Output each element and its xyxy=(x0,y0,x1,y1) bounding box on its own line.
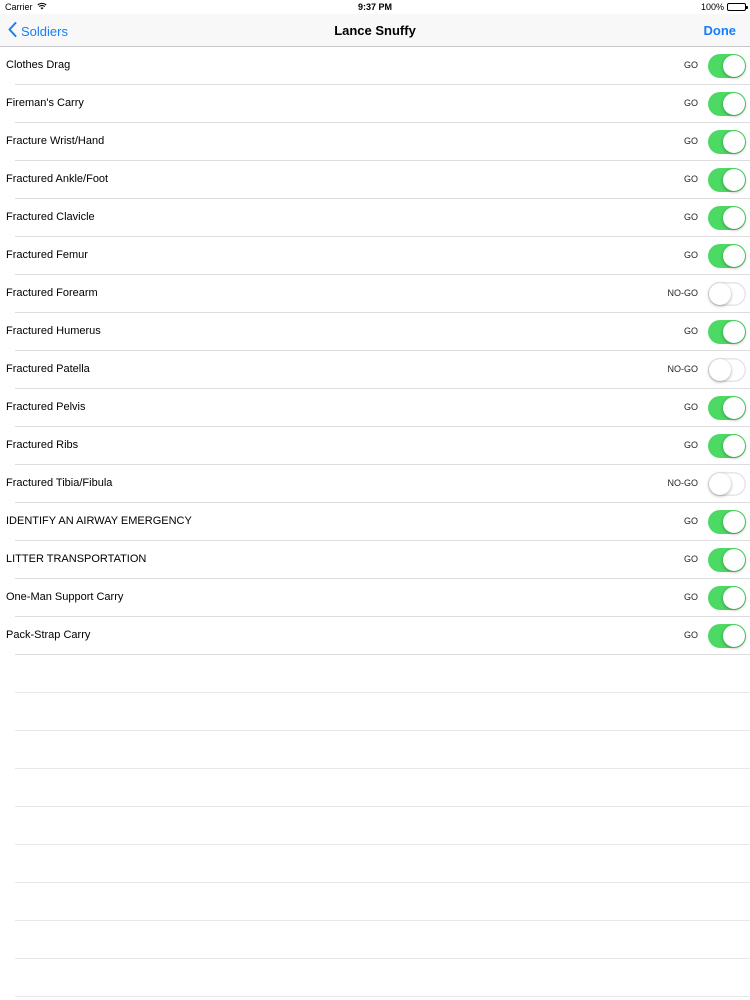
toggle-knob xyxy=(723,93,745,115)
task-toggle[interactable] xyxy=(708,358,746,382)
toggle-knob xyxy=(723,587,745,609)
empty-row xyxy=(0,731,750,769)
task-label: Clothes Drag xyxy=(6,59,71,71)
page-title: Lance Snuffy xyxy=(334,23,416,38)
task-toggle[interactable] xyxy=(708,548,746,572)
task-status: GO xyxy=(683,250,698,260)
task-status: GO xyxy=(683,136,698,146)
task-label: Fireman's Carry xyxy=(6,97,84,109)
task-toggle[interactable] xyxy=(708,586,746,610)
task-row xyxy=(0,503,750,541)
toggle-knob xyxy=(723,549,745,571)
battery-icon xyxy=(727,3,746,11)
task-label: Fractured Clavicle xyxy=(6,211,95,223)
status-bar xyxy=(0,0,750,14)
task-label: LITTER TRANSPORTATION xyxy=(6,553,147,565)
toggle-knob xyxy=(723,169,745,191)
task-row xyxy=(0,617,750,655)
task-status: GO xyxy=(683,554,698,564)
task-status: GO xyxy=(683,630,698,640)
task-label: Fractured Ankle/Foot xyxy=(6,173,109,185)
task-row xyxy=(0,275,750,313)
task-row xyxy=(0,47,750,85)
battery-percent: 100% xyxy=(700,2,724,12)
task-status: NO-GO xyxy=(667,288,698,298)
empty-row xyxy=(0,693,750,731)
task-status: NO-GO xyxy=(667,478,698,488)
task-label: Fracture Wrist/Hand xyxy=(6,135,105,147)
toggle-knob xyxy=(723,207,745,229)
task-row xyxy=(0,237,750,275)
task-status: GO xyxy=(683,440,698,450)
task-row xyxy=(0,351,750,389)
toggle-knob xyxy=(723,55,745,77)
task-row xyxy=(0,123,750,161)
task-label: Fractured Ribs xyxy=(6,439,79,451)
task-status: GO xyxy=(683,60,698,70)
task-label: One-Man Support Carry xyxy=(6,591,124,603)
task-status: GO xyxy=(683,98,698,108)
toggle-knob xyxy=(723,245,745,267)
task-status: GO xyxy=(683,212,698,222)
toggle-knob xyxy=(723,397,745,419)
toggle-knob xyxy=(723,435,745,457)
empty-row xyxy=(0,807,750,845)
back-button-label: Soldiers xyxy=(21,23,68,39)
toggle-knob xyxy=(709,283,731,305)
task-toggle[interactable] xyxy=(708,244,746,268)
task-toggle[interactable] xyxy=(708,396,746,420)
task-label: Fractured Patella xyxy=(6,363,90,375)
toggle-knob xyxy=(709,359,731,381)
task-toggle[interactable] xyxy=(708,434,746,458)
toggle-knob xyxy=(723,321,745,343)
task-toggle[interactable] xyxy=(708,54,746,78)
status-right xyxy=(701,2,746,12)
task-toggle[interactable] xyxy=(708,472,746,496)
task-row xyxy=(0,427,750,465)
task-label: Fractured Tibia/Fibula xyxy=(6,477,113,489)
task-row xyxy=(0,541,750,579)
task-row xyxy=(0,579,750,617)
empty-row xyxy=(0,769,750,807)
carrier-label: Carrier xyxy=(5,2,33,12)
task-label: Fractured Femur xyxy=(6,249,88,261)
toggle-knob xyxy=(723,131,745,153)
task-toggle[interactable] xyxy=(708,624,746,648)
toggle-knob xyxy=(709,473,731,495)
task-status: GO xyxy=(683,326,698,336)
empty-row xyxy=(0,959,750,997)
task-row xyxy=(0,465,750,503)
task-toggle[interactable] xyxy=(708,320,746,344)
empty-row xyxy=(0,883,750,921)
empty-row xyxy=(0,655,750,693)
task-row xyxy=(0,313,750,351)
task-status: GO xyxy=(683,516,698,526)
task-toggle[interactable] xyxy=(708,168,746,192)
task-status: GO xyxy=(683,174,698,184)
task-row xyxy=(0,161,750,199)
navigation-bar xyxy=(0,14,750,47)
task-status: NO-GO xyxy=(667,364,698,374)
task-toggle[interactable] xyxy=(708,510,746,534)
toggle-knob xyxy=(723,511,745,533)
task-label: Fractured Humerus xyxy=(6,325,101,337)
task-label: Fractured Pelvis xyxy=(6,401,86,413)
task-toggle[interactable] xyxy=(708,130,746,154)
status-time: 9:37 PM xyxy=(357,2,392,12)
task-toggle[interactable] xyxy=(708,206,746,230)
task-status: GO xyxy=(683,592,698,602)
task-toggle[interactable] xyxy=(708,282,746,306)
task-status: GO xyxy=(683,402,698,412)
task-toggle[interactable] xyxy=(708,92,746,116)
task-row xyxy=(0,199,750,237)
task-label: Pack-Strap Carry xyxy=(6,629,91,641)
task-row xyxy=(0,85,750,123)
toggle-knob xyxy=(723,625,745,647)
task-label: IDENTIFY AN AIRWAY EMERGENCY xyxy=(6,515,192,527)
empty-row xyxy=(0,845,750,883)
task-list xyxy=(0,47,750,997)
empty-row xyxy=(0,921,750,959)
task-row xyxy=(0,389,750,427)
done-button[interactable]: Done xyxy=(703,23,736,38)
task-label: Fractured Forearm xyxy=(6,287,98,299)
